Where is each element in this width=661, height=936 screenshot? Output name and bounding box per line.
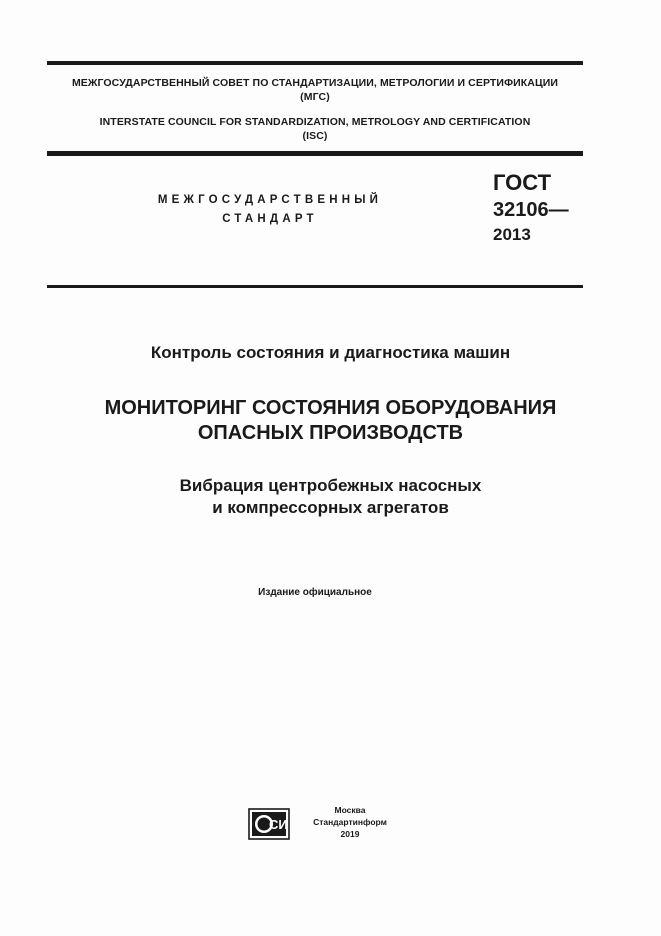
publisher-block	[300, 804, 400, 840]
main-title	[0, 396, 661, 446]
standard-year: 2013	[493, 225, 531, 244]
bottom-rule	[47, 285, 583, 288]
standard-prefix: ГОСТ	[493, 170, 552, 195]
council-abbr-en: (ISC)	[302, 130, 328, 142]
standard-number: 32106—	[493, 199, 569, 221]
sub-title	[0, 475, 661, 519]
edition-label: Издание официальное	[258, 587, 372, 598]
sub-title-line2: и компрессорных агрегатов	[212, 498, 449, 517]
sub-title-line1: Вибрация центробежных насосных	[179, 476, 482, 495]
council-abbr-ru: (МГС)	[300, 91, 330, 103]
standartinform-logo-icon	[248, 808, 290, 840]
subject-title: Контроль состояния и диагностика машин	[150, 343, 511, 362]
standard-kind-line2: СТАНДАРТ	[222, 213, 318, 225]
council-name-en	[47, 115, 583, 143]
middle-rule	[47, 151, 583, 156]
council-name-ru-text: МЕЖГОСУДАРСТВЕННЫЙ СОВЕТ ПО СТАНДАРТИЗАЦИИ, МЕТРОЛОГИИ И СЕРТИФИКАЦИИ	[71, 77, 559, 89]
council-name-ru	[47, 76, 583, 104]
top-rule	[47, 61, 583, 65]
publisher-city: Москва	[334, 805, 366, 815]
standard-kind-line1: МЕЖГОСУДАРСТВЕННЫЙ	[157, 194, 383, 206]
main-title-line2: ОПАСНЫХ ПРОИЗВОДСТВ	[197, 422, 464, 444]
publisher-year: 2019	[340, 829, 360, 839]
main-title-line1: МОНИТОРИНГ СОСТОЯНИЯ ОБОРУДОВАНИЯ	[104, 397, 557, 419]
publisher-name: Стандартинформ	[313, 817, 387, 827]
council-name-en-text: INTERSTATE COUNCIL FOR STANDARDIZATION, METROLOGY AND CERTIFICATION	[99, 116, 531, 128]
logo-text: СИ	[269, 817, 288, 832]
